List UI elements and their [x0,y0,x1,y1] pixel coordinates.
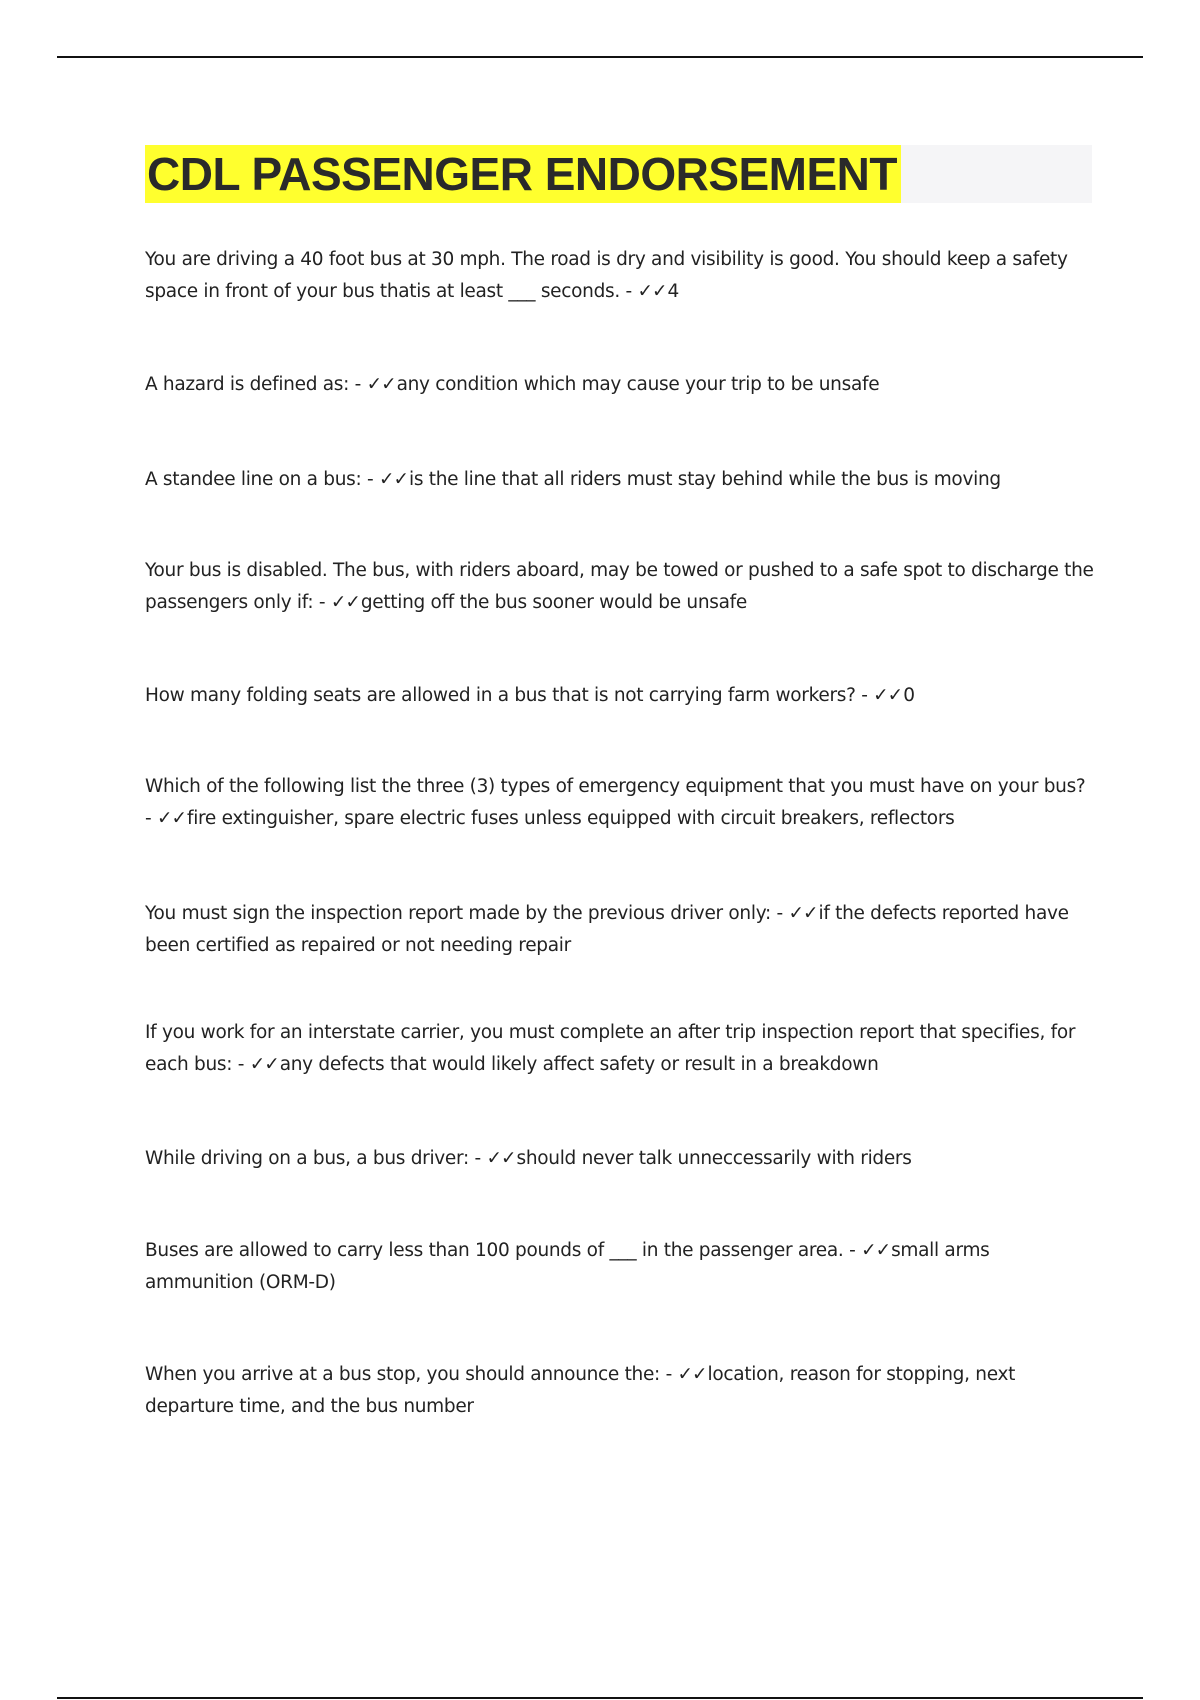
qa-item-4 [145,555,1095,619]
check-icon: ✓✓ [677,1364,707,1385]
separator: - [232,1054,250,1075]
check-icon: ✓✓ [788,903,818,924]
question-text: When you arrive at a bus stop, you should announce the: [145,1364,660,1385]
qa-item-5 [145,680,1095,712]
check-icon: ✓✓ [637,281,667,302]
answer-text: location, reason for stopping, next departure time, and the bus number [145,1364,1016,1417]
separator: - [619,281,638,302]
answer-text: any condition which may cause your trip to be unsafe [396,374,880,395]
qa-item-1 [145,244,1095,308]
check-icon: ✓✓ [156,808,186,829]
answer-text: any defects that would likely affect safety or result in a breakdown [279,1054,879,1075]
qa-item-7 [145,898,1095,962]
answer-text: 0 [903,685,915,706]
qa-item-9 [145,1143,1095,1175]
top-rule [57,56,1143,58]
separator: - [659,1364,678,1385]
question-text: While driving on a bus, a bus driver: [145,1148,469,1169]
answer-text: should never talk unneccessarily with riders [516,1148,912,1169]
page-title: CDL PASSENGER ENDORSEMENT [145,145,901,203]
question-text: Which of the following list the three (3) types of emergency equipment that you must have on your bus? [145,776,1086,797]
separator: - [313,592,331,613]
question-text: You are driving a 40 foot bus at 30 mph. The road is dry and visibility is good. You should keep a safety space in front of your bus thatis at least ___ seconds. [145,249,1068,302]
separator: - [145,808,157,829]
qa-item-8 [145,1017,1095,1081]
question-text: Buses are allowed to carry less than 100 pounds of ___ in the passenger area. [145,1240,844,1261]
check-icon: ✓✓ [330,592,360,613]
separator: - [349,374,367,395]
separator: - [855,685,874,706]
qa-item-11 [145,1359,1095,1423]
answer-text: is the line that all riders must stay behind while the bus is moving [409,469,1001,490]
answer-text: getting off the bus sooner would be unsafe [360,592,747,613]
bottom-rule [57,1697,1143,1699]
separator: - [843,1240,862,1261]
question-text: How many folding seats are allowed in a bus that is not carrying farm workers? [145,685,856,706]
answer-text: if the defects reported have been certified as repaired or not needing repair [145,903,1069,956]
check-icon: ✓✓ [861,1240,891,1261]
qa-item-2 [145,369,1095,401]
answer-text: fire extinguisher, spare electric fuses unless equipped with circuit breakers, reflectors [186,808,955,829]
check-icon: ✓✓ [378,469,408,490]
check-icon: ✓✓ [486,1148,516,1169]
check-icon: ✓✓ [249,1054,279,1075]
answer-text: 4 [667,281,679,302]
separator: - [770,903,789,924]
qa-item-10 [145,1235,1095,1299]
qa-item-6 [145,771,1095,835]
question-text: If you work for an interstate carrier, you must complete an after trip inspection report that specifies, for each bus: [145,1022,1076,1075]
question-text: You must sign the inspection report made by the previous driver only: [145,903,771,924]
check-icon: ✓✓ [873,685,903,706]
qa-item-3 [145,464,1095,496]
separator: - [468,1148,487,1169]
question-text: Your bus is disabled. The bus, with riders aboard, may be towed or pushed to a safe spot to discharge the passengers only if: [145,560,1094,613]
answer-text: small arms ammunition (ORM-D) [145,1240,990,1293]
question-text: A standee line on a bus: [145,469,362,490]
check-icon: ✓✓ [366,374,396,395]
separator: - [361,469,379,490]
question-text: A hazard is defined as: [145,374,350,395]
